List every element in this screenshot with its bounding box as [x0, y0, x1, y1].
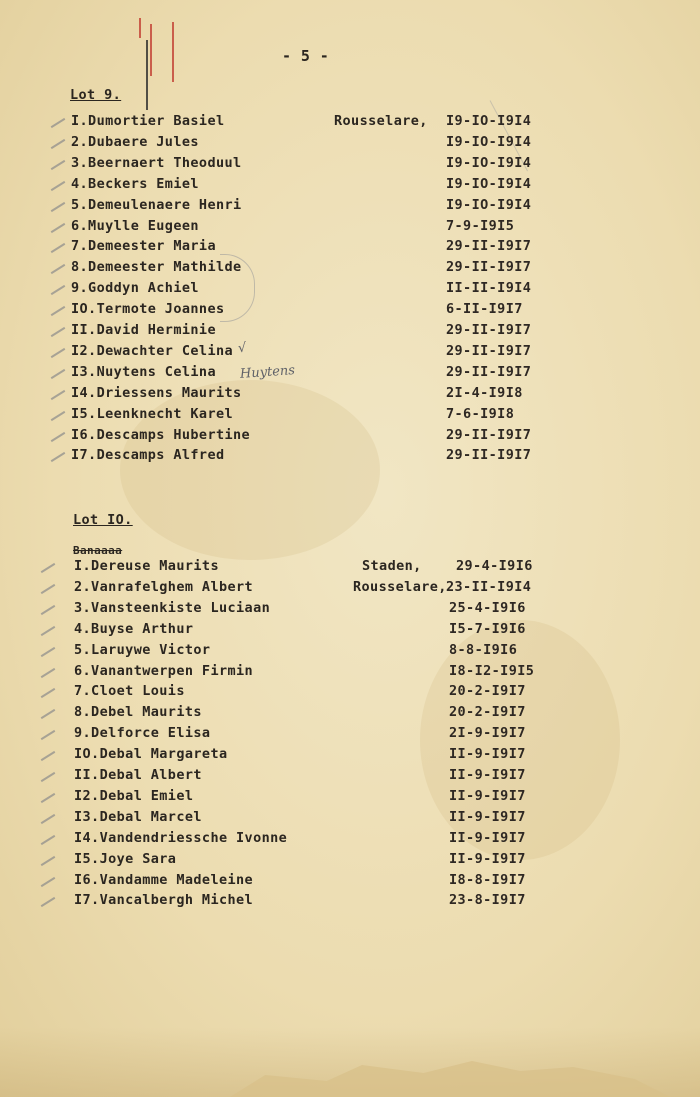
entry-name: 8.Demeester Mathilde — [71, 259, 242, 276]
entry-date: 20-2-I9I7 — [449, 704, 526, 721]
entry-date: 6-II-I9I7 — [446, 301, 523, 318]
entry-name: 4.Buyse Arthur — [74, 620, 194, 637]
entry-date: II-9-I9I7 — [449, 787, 526, 804]
entry-date: 2I-4-I9I8 — [446, 384, 523, 401]
pencil-tick-mark — [41, 667, 56, 677]
pencil-tick-mark — [51, 202, 66, 212]
pencil-tick-mark — [51, 369, 66, 379]
pencil-tick-mark — [41, 793, 56, 803]
entry-name: 3.Beernaert Theoduul — [71, 154, 242, 171]
pencil-tick-mark — [51, 327, 66, 337]
pencil-tick-mark — [41, 563, 56, 573]
entry-name: I5.Leenknecht Karel — [71, 405, 234, 422]
pencil-tick-mark — [51, 139, 66, 149]
entry-name: I4.Vandendriessche Ivonne — [74, 829, 288, 846]
entry-name: I7.Descamps Alfred — [71, 447, 225, 464]
pencil-tick-mark — [51, 306, 66, 316]
pencil-tick-mark — [41, 626, 56, 636]
pencil-tick-mark — [51, 181, 66, 191]
red-pencil-mark — [139, 18, 141, 38]
pencil-tick-mark — [41, 584, 56, 594]
entry-name: I3.Nuytens Celina — [71, 363, 216, 380]
pencil-tick-mark — [41, 856, 56, 866]
entry-name: I6.Vandamme Madeleine — [74, 871, 254, 888]
entry-name: II.Debal Albert — [74, 767, 202, 783]
entry-date: 23-8-I9I7 — [449, 892, 526, 909]
entry-name: I2.Debal Emiel — [74, 787, 194, 804]
entry-name: 4.Beckers Emiel — [71, 175, 199, 192]
pencil-tick-mark — [41, 605, 56, 615]
entry-date: II-9-I9I7 — [449, 829, 526, 846]
pencil-tick-mark — [51, 243, 66, 253]
entry-name: I3.Debal Marcel — [74, 808, 202, 825]
entry-date: II-II-I9I4 — [446, 280, 532, 297]
handwritten-correction: Huytens — [239, 363, 296, 382]
entry-date: II-9-I9I7 — [449, 767, 526, 783]
entry-name: 7.Demeester Maria — [71, 238, 216, 255]
entry-date: I8-8-I9I7 — [449, 871, 526, 888]
entry-date: 25-4-I9I6 — [449, 599, 526, 616]
entry-date: 2I-9-I9I7 — [449, 725, 526, 742]
entry-date: II-9-I9I7 — [449, 746, 526, 763]
entry-date: 29-II-I9I7 — [446, 363, 532, 380]
entry-date: I9-IO-I9I4 — [446, 154, 532, 171]
entry-name: I7.Vancalbergh Michel — [74, 892, 254, 909]
pencil-tick-mark — [51, 411, 66, 421]
entry-date: II-9-I9I7 — [449, 850, 526, 867]
pencil-tick-mark — [51, 452, 66, 462]
lot10-heading: Lot IO. — [73, 512, 133, 528]
entry-name: 6.Muylle Eugeen — [71, 217, 199, 234]
entry-name: I.Dumortier Basiel — [71, 113, 225, 129]
entry-date: 29-II-I9I7 — [446, 322, 532, 338]
entry-name: 6.Vanantwerpen Firmin — [74, 662, 254, 679]
entry-date: 29-4-I9I6 — [456, 558, 533, 574]
pencil-tick-mark — [41, 897, 56, 907]
pencil-tick-mark — [51, 222, 66, 232]
entry-name: 2.Vanrafelghem Albert — [74, 578, 254, 595]
entry-name: I5.Joye Sara — [74, 850, 177, 867]
entry-name: 2.Dubaere Jules — [71, 133, 199, 150]
entry-date: I9-IO-I9I4 — [446, 175, 532, 192]
entry-name: 9.Delforce Elisa — [74, 725, 211, 742]
entry-place: Rousselare, — [334, 113, 428, 129]
entry-name: 7.Cloet Louis — [74, 683, 185, 700]
entry-name: 5.Laruywe Victor — [74, 641, 211, 658]
entry-date: 29-II-I9I7 — [446, 447, 532, 464]
entry-date: 20-2-I9I7 — [449, 683, 526, 700]
entry-name: I2.Dewachter Celina — [71, 342, 234, 359]
entry-name: I4.Driessens Maurits — [71, 384, 242, 401]
red-pencil-mark — [172, 22, 174, 82]
entry-date: II-9-I9I7 — [449, 808, 526, 825]
entry-date: 29-II-I9I7 — [446, 426, 532, 443]
entry-place: Rousselare, — [353, 578, 447, 595]
entry-date: 7-9-I9I5 — [446, 217, 515, 234]
pencil-tick-mark — [51, 285, 66, 295]
entry-name: 9.Goddyn Achiel — [71, 280, 199, 297]
entry-name: I6.Descamps Hubertine — [71, 426, 251, 443]
entry-date: I9-IO-I9I4 — [446, 133, 532, 150]
entry-place: Staden, — [362, 558, 422, 574]
entry-date: 29-II-I9I7 — [446, 342, 532, 359]
pencil-tick-mark — [41, 876, 56, 886]
struck-word: Banaaaa — [73, 544, 123, 557]
pencil-tick-mark — [41, 688, 56, 698]
pencil-tick-mark — [41, 751, 56, 761]
entry-date: 29-II-I9I7 — [446, 238, 532, 255]
pencil-bracket — [220, 254, 255, 322]
entry-name: 3.Vansteenkiste Luciaan — [74, 599, 271, 616]
pencil-tick-mark — [41, 709, 56, 719]
pencil-tick-mark — [41, 647, 56, 657]
entry-date: 29-II-I9I7 — [446, 259, 532, 276]
pencil-tick-mark — [41, 730, 56, 740]
pencil-tick-mark — [51, 431, 66, 441]
pencil-tick-mark — [41, 814, 56, 824]
pencil-tick-mark — [51, 390, 66, 400]
entry-date: 23-II-I9I4 — [446, 578, 532, 595]
pencil-tick-mark — [51, 160, 66, 170]
pencil-tick-mark — [51, 264, 66, 274]
entry-date: 7-6-I9I8 — [446, 405, 515, 422]
check-mark: √ — [237, 340, 247, 357]
entry-date: I9-IO-I9I4 — [446, 113, 532, 129]
entry-name: 5.Demeulenaere Henri — [71, 196, 242, 213]
entry-date: I8-I2-I9I5 — [449, 662, 535, 679]
pencil-tick-mark — [41, 835, 56, 845]
pencil-tick-mark — [51, 348, 66, 358]
ink-mark — [146, 40, 148, 110]
entry-name: IO.Debal Margareta — [74, 746, 228, 763]
pencil-tick-mark — [41, 772, 56, 782]
entry-date: 8-8-I9I6 — [449, 641, 518, 658]
red-pencil-mark — [150, 24, 152, 76]
entry-name: 8.Debel Maurits — [74, 704, 202, 721]
pencil-tick-mark — [51, 118, 66, 128]
entry-name: I.Dereuse Maurits — [74, 558, 219, 574]
page-number: - 5 - — [282, 47, 330, 65]
lot9-heading: Lot 9. — [70, 87, 122, 103]
entry-date: I9-IO-I9I4 — [446, 196, 532, 213]
entry-name: IO.Termote Joannes — [71, 301, 225, 318]
entry-name: II.David Herminie — [71, 322, 216, 338]
entry-date: I5-7-I9I6 — [449, 620, 526, 637]
